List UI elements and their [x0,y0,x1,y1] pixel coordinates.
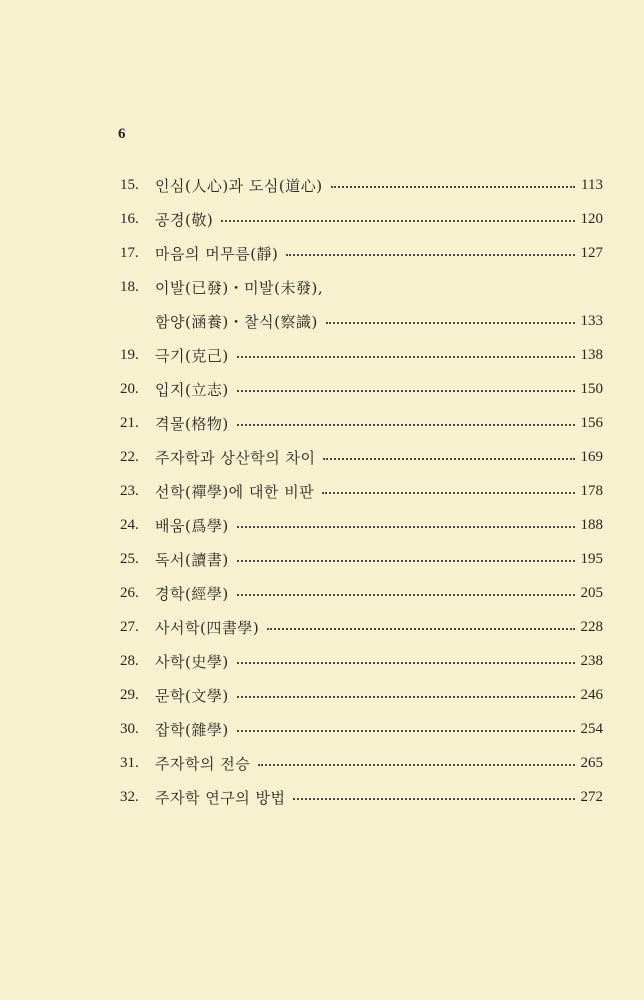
dot-leader [237,730,575,732]
toc-entry [120,406,603,440]
toc-entry [120,576,603,610]
entry-title-continuation: 함양(涵養)・찰식(察識) [155,312,318,331]
entry-page: 254 [580,720,603,737]
entry-title: 선학(禪學)에 대한 비판 [155,482,315,501]
toc-entry [120,644,603,678]
entry-title: 잡학(雜學) [155,720,229,739]
dot-leader [237,662,575,664]
entry-number: 19. [120,346,139,363]
dot-leader [237,356,575,358]
toc-entry [120,508,603,542]
entry-page: 178 [580,482,603,499]
table-of-contents [120,168,603,814]
entry-number: 15. [120,176,139,193]
entry-title: 배움(爲學) [155,516,229,535]
dot-leader [237,526,575,528]
entry-number: 30. [120,720,139,737]
entry-number: 17. [120,244,139,261]
dot-leader [237,560,575,562]
entry-number: 24. [120,516,139,533]
entry-title: 주자학의 전승 [155,754,251,773]
entry-title: 주자학 연구의 방법 [155,788,286,807]
entry-number: 28. [120,652,139,669]
entry-number: 21. [120,414,139,431]
dot-leader [286,254,574,256]
entry-page: 156 [580,414,603,431]
toc-entry [120,610,603,644]
entry-number: 27. [120,618,139,635]
entry-number: 23. [120,482,139,499]
entry-title: 사서학(四書學) [155,618,260,637]
entry-page: 127 [580,244,603,261]
entry-number: 32. [120,788,139,805]
toc-entry [120,202,603,236]
entry-title: 사학(史學) [155,652,229,671]
dot-leader [237,696,575,698]
toc-entry-continuation [120,304,603,338]
page-number: 6 [118,126,126,142]
dot-leader [323,458,574,460]
entry-title: 격물(格物) [155,414,229,433]
entry-title: 문학(文學) [155,686,229,705]
toc-entry [120,338,603,372]
entry-number: 16. [120,210,139,227]
dot-leader [267,628,574,630]
dot-leader [293,798,574,800]
entry-page: 138 [580,346,603,363]
toc-entry [120,270,603,304]
toc-entry [120,474,603,508]
dot-leader [221,220,574,222]
entry-page: 133 [580,312,603,329]
toc-entry [120,746,603,780]
entry-title: 이발(已發)・미발(未發), [155,278,324,297]
entry-page: 195 [580,550,603,567]
dot-leader [331,186,575,188]
entry-number: 18. [120,278,139,295]
entry-page: 120 [580,210,603,227]
entry-title: 주자학과 상산학의 차이 [155,448,316,467]
entry-number: 26. [120,584,139,601]
entry-number: 25. [120,550,139,567]
toc-entry [120,236,603,270]
entry-number: 22. [120,448,139,465]
toc-entry [120,168,603,202]
entry-page: 113 [581,176,603,193]
toc-entry [120,712,603,746]
entry-number: 31. [120,754,139,771]
entry-title: 극기(克己) [155,346,229,365]
entry-page: 169 [580,448,603,465]
entry-page: 188 [580,516,603,533]
entry-title: 경학(經學) [155,584,229,603]
entry-page: 150 [580,380,603,397]
entry-page: 228 [580,618,603,635]
dot-leader [326,322,575,324]
toc-entry [120,440,603,474]
entry-number: 29. [120,686,139,703]
toc-entry [120,780,603,814]
entry-title: 독서(讀書) [155,550,229,569]
entry-title: 인심(人心)과 도심(道心) [155,176,323,195]
entry-title: 마음의 머무름(靜) [155,244,279,263]
entry-title: 공경(敬) [155,210,214,229]
dot-leader [258,764,574,766]
toc-entry [120,372,603,406]
toc-entry [120,678,603,712]
dot-leader [322,492,574,494]
dot-leader [237,390,575,392]
entry-number: 20. [120,380,139,397]
entry-page: 272 [580,788,603,805]
toc-entry [120,542,603,576]
dot-leader [237,424,575,426]
entry-page: 246 [580,686,603,703]
entry-page: 205 [580,584,603,601]
dot-leader [237,594,575,596]
entry-title: 입지(立志) [155,380,229,399]
entry-page: 265 [580,754,603,771]
entry-page: 238 [580,652,603,669]
